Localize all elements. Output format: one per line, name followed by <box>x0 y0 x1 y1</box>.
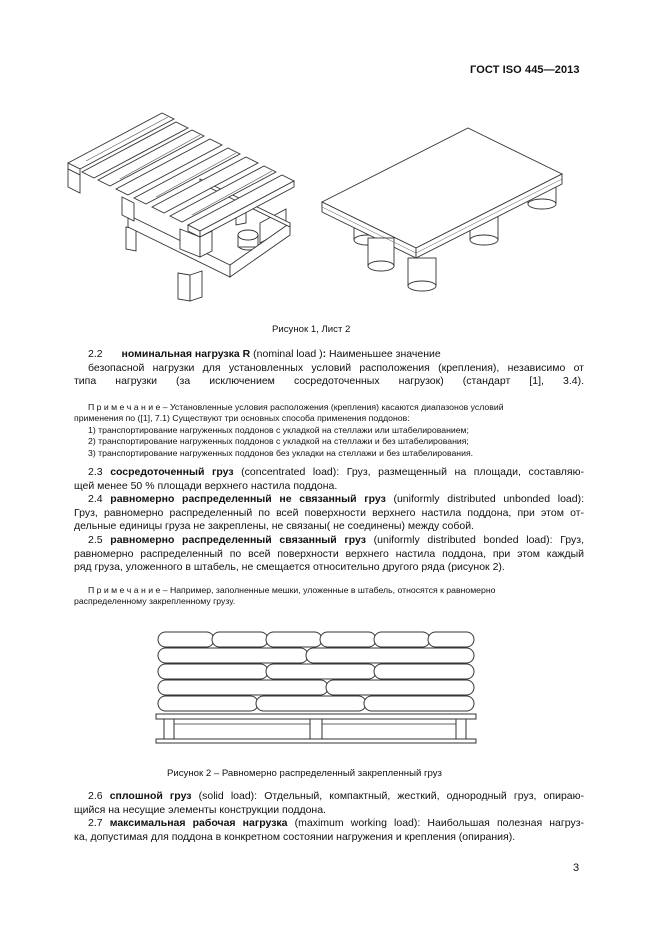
definition-text: Наименьшее значение <box>326 348 441 360</box>
note-1 <box>74 402 584 459</box>
note-line: распределенному закрепленному грузу. <box>74 596 236 607</box>
term-english: (nominal load ) <box>250 348 323 360</box>
definition-text: (concentrated load): Груз, размещенный на площади, составляю- <box>233 466 584 478</box>
definition-text: (uniformly distributed unbonded load): <box>385 493 584 505</box>
term-colon: : <box>322 348 327 360</box>
clause-number: 2.7 <box>88 817 110 829</box>
note-2 <box>74 585 584 608</box>
definition-2-7 <box>74 817 584 844</box>
definition-line: щей менее 50 % площади верхнего настила поддона. <box>74 479 338 492</box>
note-list-item: 2) транспортирование нагруженных поддонов с укладкой на стеллажи и без штабелирования; <box>88 436 469 447</box>
figure2-caption: Рисунок 2 – Равномерно распределенный закрепленный груз <box>167 768 442 779</box>
note-line: применения по ([1], 7.1) Существуют три основных способа применения поддонов: <box>74 413 410 424</box>
definition-2-2 <box>74 348 584 389</box>
definition-text: (uniformly distributed bonded load): Груз, <box>365 534 584 546</box>
definition-2-4 <box>74 493 584 534</box>
note-label: П р и м е ч а н и е <box>88 402 161 412</box>
definition-text: (maximum working load): Наибольшая полезная нагруз- <box>287 817 585 829</box>
note-text: – Например, заполненные мешки, уложенные в штабель, относятся к равномерно <box>160 585 496 595</box>
note-list-item: 3) транспортирование нагруженных поддонов без укладки на стеллажи и без штабелирования. <box>88 447 474 458</box>
definition-line: ка, допустимая для поддона в конкретном состоянии нагружения и крепления (опирания). <box>74 830 516 843</box>
figure1-flat-pallet <box>318 120 568 300</box>
definition-text: (solid load): Отдельный, компактный, жесткий, однородный груз, опираю- <box>191 790 584 802</box>
definition-line: типа нагрузки (за исключением сосредоточенных нагрузок) (стандарт [1], 3.4). <box>74 375 584 388</box>
definition-2-6 <box>74 790 584 817</box>
note-text: – Установленные условия расположения (крепления) касаются диапазонов условий <box>160 402 504 412</box>
term-nominal-load: номинальная нагрузка R <box>121 348 251 360</box>
term-unbonded-load: равномерно распределенный не связанный груз <box>110 493 386 505</box>
clause-number: 2.4 <box>88 493 111 505</box>
clause-number: 2.2 <box>88 348 103 360</box>
definition-2-3 <box>74 466 584 493</box>
definition-line: Груз, равномерно распределенный по всей поверхности верхнего настила поддона, при этом от- <box>74 506 584 519</box>
clause-number: 2.3 <box>88 466 111 478</box>
definition-line: безопасной нагрузки для установленных условий расположения (крепления), независимо от <box>88 361 584 374</box>
definition-line: равномерно распределенный по всей поверхности верхнего настила поддона, при этом каждый <box>74 547 584 560</box>
definition-line: дельные единицы груза не закреплены, не связаны( не соединены) между собой. <box>74 520 474 533</box>
definition-line: щийся на несущие элементы конструкции поддона. <box>74 803 326 816</box>
clause-number: 2.5 <box>88 534 111 546</box>
clause-number: 2.6 <box>88 790 110 802</box>
document-header: ГОСТ ISO 445—2013 <box>470 64 580 76</box>
definition-2-5 <box>74 534 584 575</box>
figure1-slatted-pallet <box>60 105 300 305</box>
note-label: П р и м е ч а н и е <box>88 585 161 595</box>
term-solid-load: сплошной груз <box>109 790 192 802</box>
term-bonded-load: равномерно распределенный связанный груз <box>110 534 366 546</box>
term-concentrated-load: сосредоточенный груз <box>110 466 234 478</box>
definition-line: ряд груза, уложенного в штабель, не смещается относительно другого ряда (рисунок 2). <box>74 561 505 574</box>
page-number: 3 <box>573 862 580 874</box>
figure2-stacked-bags <box>150 628 480 748</box>
figure1-caption: Рисунок 1, Лист 2 <box>272 324 351 335</box>
note-list-item: 1) транспортирование нагруженных поддонов с укладкой на стеллажи или штабелированием; <box>88 424 469 435</box>
term-max-working-load: максимальная рабочая нагрузка <box>109 817 288 829</box>
